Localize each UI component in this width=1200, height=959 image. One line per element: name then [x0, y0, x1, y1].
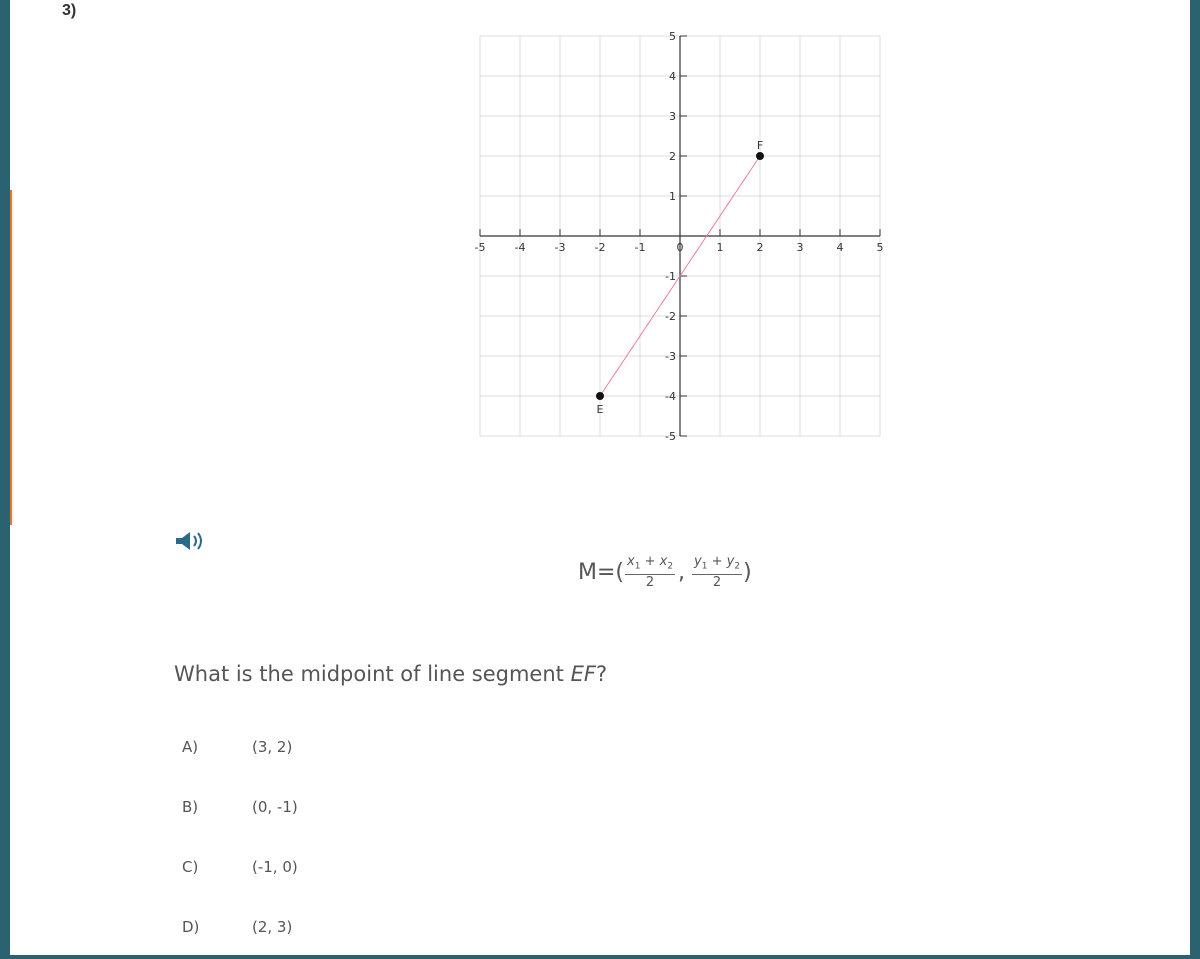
- point-label-e: E: [596, 403, 604, 416]
- formula-y1: y: [694, 553, 702, 569]
- x-tick-label: -4: [514, 241, 526, 254]
- speaker-icon[interactable]: [174, 530, 210, 556]
- formula-comma: ,: [678, 559, 686, 585]
- point-e: [596, 392, 604, 400]
- choice-b[interactable]: [182, 798, 298, 816]
- formula-close: ): [743, 559, 752, 585]
- choice-a-answer: (3, 2): [252, 738, 293, 756]
- formula-x1-sub: 1: [634, 561, 641, 572]
- coordinate-graph: [460, 30, 900, 443]
- question-end: ?: [595, 662, 608, 686]
- formula-plus-x: +: [640, 553, 660, 569]
- formula-lhs: M=(: [578, 559, 624, 585]
- point-label-f: F: [756, 139, 764, 152]
- question-prompt: What is the midpoint of line segment: [174, 662, 571, 686]
- choice-a-letter: A): [182, 738, 199, 756]
- choice-d[interactable]: [182, 918, 292, 936]
- choice-a[interactable]: [182, 738, 292, 756]
- formula-y2-sub: 2: [734, 561, 741, 572]
- x-tick-label: -5: [474, 241, 486, 254]
- page-side-marker: [10, 190, 14, 525]
- x-tick-label: 4: [836, 241, 844, 254]
- formula-x-denominator: 2: [645, 575, 655, 591]
- formula-x2: x: [659, 553, 668, 569]
- y-tick-label: 3: [669, 110, 676, 123]
- choice-d-letter: D): [182, 918, 200, 936]
- midpoint-formula: [578, 552, 752, 592]
- x-tick-label: 0: [676, 241, 684, 254]
- x-tick-label: 5: [876, 241, 884, 254]
- question-page: [10, 0, 1190, 955]
- formula-x1: x: [627, 553, 635, 569]
- choice-c-answer: (-1, 0): [252, 858, 298, 876]
- choice-b-letter: B): [182, 798, 199, 816]
- formula-plus-y: +: [707, 553, 727, 569]
- choice-d-answer: (2, 3): [252, 918, 293, 936]
- choice-c-letter: C): [182, 858, 199, 876]
- formula-x-fraction: [625, 554, 675, 591]
- formula-x2-sub: 2: [667, 561, 674, 572]
- x-tick-label: 3: [796, 241, 804, 254]
- y-tick-label: -2: [665, 310, 676, 323]
- y-tick-label: 4: [669, 70, 676, 83]
- y-tick-label: -3: [665, 350, 676, 363]
- point-f: [756, 152, 764, 160]
- x-tick-label: 2: [756, 241, 764, 254]
- y-tick-label: -1: [665, 270, 676, 283]
- y-tick-label: 5: [669, 30, 676, 43]
- choice-c[interactable]: [182, 858, 298, 876]
- formula-y1-sub: 1: [701, 561, 708, 572]
- x-tick-label: -2: [594, 241, 606, 254]
- y-tick-label: 1: [669, 190, 676, 203]
- y-tick-label: 2: [669, 150, 676, 163]
- choice-b-answer: (0, -1): [252, 798, 298, 816]
- y-tick-label: -5: [665, 430, 676, 443]
- question-number: 3): [62, 2, 77, 19]
- y-tick-label: -4: [665, 390, 676, 403]
- x-tick-label: -3: [554, 241, 566, 254]
- x-tick-label: -1: [634, 241, 646, 254]
- question-segment: EF: [570, 662, 596, 686]
- x-tick-label: 1: [716, 241, 724, 254]
- question-text: [174, 662, 607, 686]
- formula-y2: y: [726, 553, 735, 569]
- formula-y-fraction: [692, 554, 742, 591]
- formula-y-denominator: 2: [712, 575, 722, 591]
